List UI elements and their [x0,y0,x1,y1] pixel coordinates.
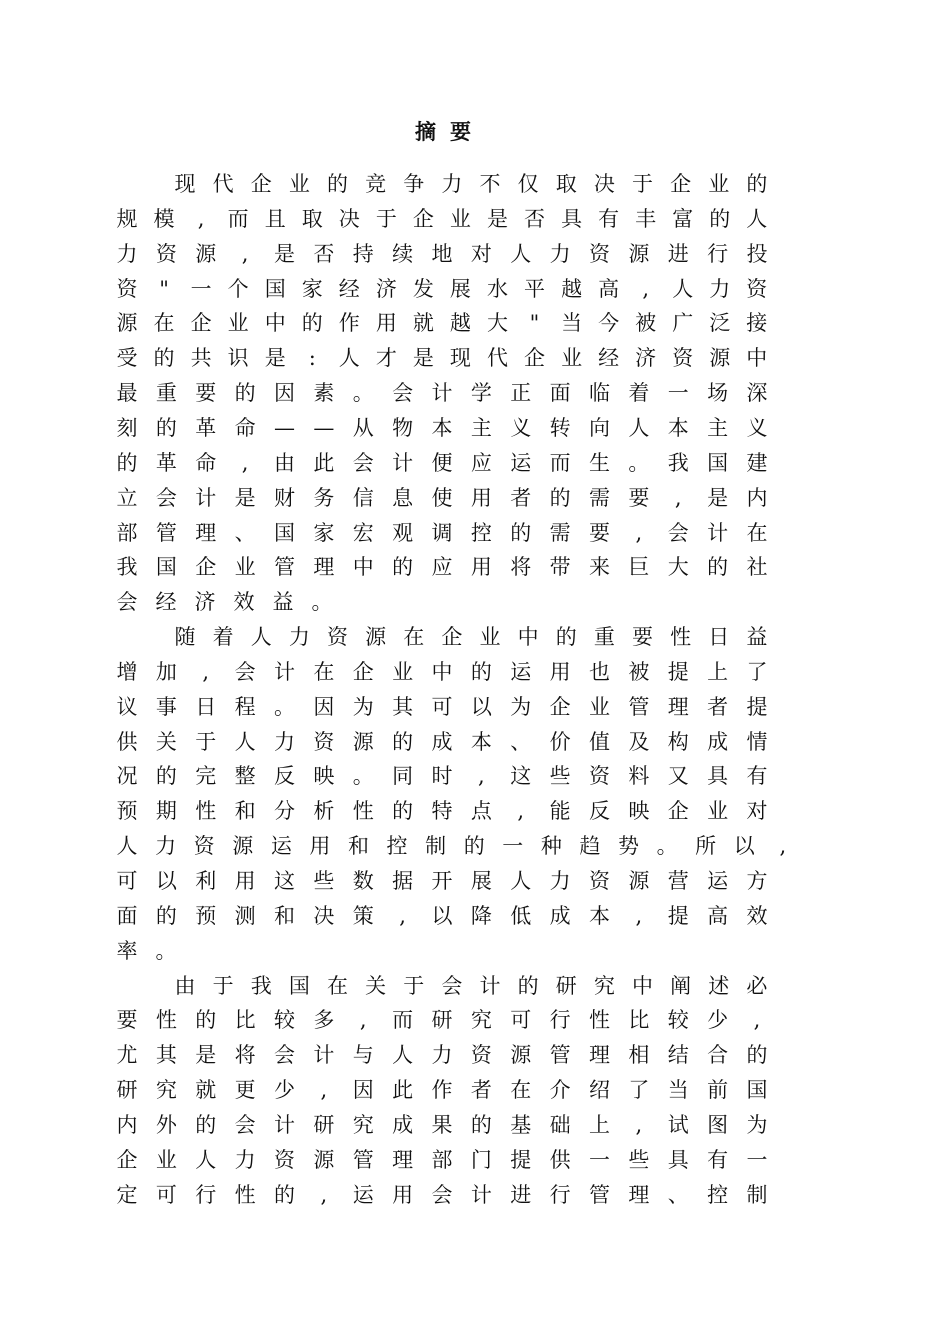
page-title: 摘要 [415,119,485,144]
paragraph-3-line-6: 企 业 人 力 资 源 管 理 部 门 提 供 一 些 具 有 一 [116,1147,768,1172]
paragraph-2-line-7: 人 力 资 源 运 用 和 控 制 的 一 种 趋 势 。 所 以 , [116,834,787,859]
paragraph-1-line-2: 规 模 , 而 且 取 决 于 企 业 是 否 具 有 丰 富 的 人 [116,206,768,231]
paragraph-2-line-10: 率 。 [116,938,177,963]
paragraph-2-line-4: 供 关 于 人 力 资 源 的 成 本 、 价 值 及 构 成 情 [116,729,768,754]
paragraph-1-line-4: 资 " 一 个 国 家 经 济 发 展 水 平 越 高 , 人 力 资 [116,276,768,301]
paragraph-1-line-10: 立 会 计 是 财 务 信 息 使 用 者 的 需 要 , 是 内 [116,485,768,510]
paragraph-3-line-2: 要 性 的 比 较 多 , 而 研 究 可 行 性 比 较 少 , [116,1008,761,1033]
paragraph-1-line-7: 最 重 要 的 因 素 。 会 计 学 正 面 临 着 一 场 深 [116,381,768,406]
paragraph-1-line-1: 现 代 企 业 的 竞 争 力 不 仅 取 决 于 企 业 的 [174,172,768,196]
paragraph-1-line-8: 刻 的 革 命 — — 从 物 本 主 义 转 向 人 本 主 义 [116,415,768,440]
paragraph-2-line-1: 随 着 人 力 资 源 在 企 业 中 的 重 要 性 日 益 [174,625,768,650]
paragraph-1-line-9: 的 革 命 , 由 此 会 计 便 应 运 而 生 。 我 国 建 [116,450,768,475]
paragraph-1-line-5: 源 在 企 业 中 的 作 用 就 越 大 " 当 今 被 广 泛 接 [116,311,768,336]
paragraph-2-line-3: 议 事 日 程 。 因 为 其 可 以 为 企 业 管 理 者 提 [116,694,768,719]
paragraph-3-line-4: 研 究 就 更 少 , 因 此 作 者 在 介 绍 了 当 前 国 [116,1078,768,1103]
paragraph-3-line-5: 内 外 的 会 计 研 究 成 果 的 基 础 上 , 试 图 为 [116,1112,768,1137]
paragraph-1-line-11: 部 管 理 、 国 家 宏 观 调 控 的 需 要 , 会 计 在 [116,520,768,545]
paragraph-2-line-8: 可 以 利 用 这 些 数 据 开 展 人 力 资 源 营 运 方 [116,869,768,893]
paragraph-1-line-13: 会 经 济 效 益 。 [116,590,333,615]
paragraph-1-line-3: 力 资 源 , 是 否 持 续 地 对 人 力 资 源 进 行 投 [116,241,768,266]
paragraph-2-line-2: 增 加 , 会 计 在 企 业 中 的 运 用 也 被 提 上 了 [116,659,768,684]
paragraph-2-line-9: 面 的 预 测 和 决 策 , 以 降 低 成 本 , 提 高 效 [116,903,768,928]
paragraph-2-line-5: 况 的 完 整 反 映 。 同 时 , 这 些 资 料 又 具 有 [116,764,768,789]
paragraph-1-line-6: 受 的 共 识 是 : 人 才 是 现 代 企 业 经 济 资 源 中 [116,346,768,371]
paragraph-1-line-12: 我 国 企 业 管 理 中 的 应 用 将 带 来 巨 大 的 社 [116,555,768,580]
paragraph-3-line-7: 定 可 行 性 的 , 运 用 会 计 进 行 管 理 、 控 制 [116,1182,768,1207]
paragraph-3-line-1: 由 于 我 国 在 关 于 会 计 的 研 究 中 阐 述 必 [174,973,768,998]
paragraph-2-line-6: 预 期 性 和 分 析 性 的 特 点 , 能 反 映 企 业 对 [116,799,768,824]
paragraph-3-line-3: 尤 其 是 将 会 计 与 人 力 资 源 管 理 相 结 合 的 [116,1043,768,1068]
